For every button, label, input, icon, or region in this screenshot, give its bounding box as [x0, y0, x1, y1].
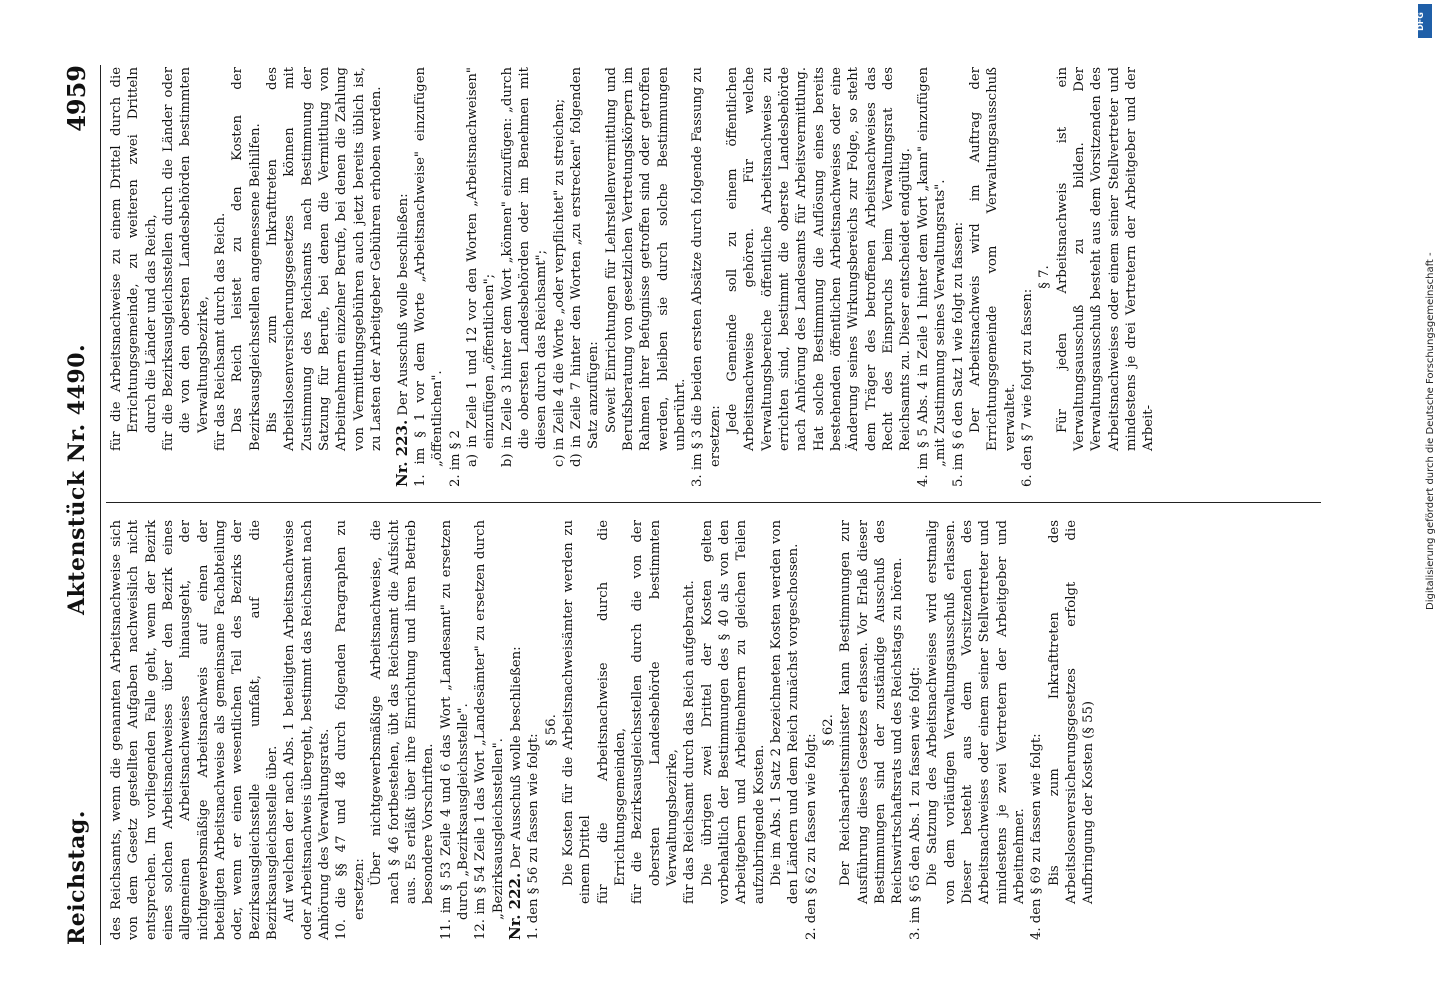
digitization-credit	[1417, 40, 1436, 610]
left-column	[108, 520, 1098, 940]
quoted-paragraph: Die im Abs. 1 Satz 2 bezeichneten Kosten werden von den Ländern und dem Reich zunächst vorgeschossen.	[769, 520, 802, 904]
numbered-item: 5. im § 6 den Satz 1 wie folgt zu fassen:	[950, 221, 966, 487]
numbered-item: 1. im § 1 vor dem Worte „Arbeitsnachweise" einzufügen „öffentlichen".	[412, 67, 446, 487]
numbered-item: 4. im § 5 Abs. 4 in Zeile 1 hinter dem Wort „kann" einzufügen „mit Zustimmung seines Verwaltungsrats".	[915, 67, 949, 487]
lettered-item: a) in Zeile 1 und 12 vor den Worten „Arbeitsnachweisen" einzufügen „öffentlichen";	[464, 67, 498, 467]
column-divider	[106, 502, 1321, 503]
numbered-item: 2. den § 62 zu fassen wie folgt:	[803, 733, 819, 940]
quoted-paragraph: Die Kosten für die Arbeitsnachweisämter werden zu einem Drittel	[560, 520, 594, 904]
quoted-item: für die Bezirksausgleichsstellen durch die von der obersten Landesbehörde bestimmten Verwaltungsbezirke,	[630, 520, 680, 904]
section-number: Nr. 223.	[392, 419, 411, 487]
quoted-paragraph: Der Arbeitsnachweis wird im Auftrag der Errichtungsgemeinde vom Verwaltungsausschuß verwaltet.	[967, 67, 1018, 451]
quoted-item: für die Bezirksausgleichsstellen durch die Länder oder die von den obersten Landesbehörden bestimmten Verwaltungsbezirke,	[161, 67, 211, 451]
header-rule	[100, 65, 101, 945]
numbered-item: 4. den § 69 zu fassen wie folgt:	[1029, 733, 1045, 940]
section-lead: Der Ausschuß wolle beschließen:	[508, 646, 524, 869]
quoted-paragraph: Die übrigen zwei Drittel der Kosten gelten vorbehaltlich der Bestimmungen des § 40 als von den Arbeitgebern und Arbeitnehmern zu gleichen Teilen aufzubringende Kosten.	[699, 520, 767, 904]
quoted-paragraph: Über nichtgewerbsmäßige Arbeitsnachweise, die nach § 46 fortbestehen, übt das Reichsamt die Aufsicht aus. Es erläßt über ihre Einrichtung und ihren Betrieb besondere Vorschriften.	[369, 520, 437, 904]
lettered-item: c) in Zeile 4 die Worte „oder verpflichtet" zu streichen;	[551, 98, 567, 467]
lettered-item: b) in Zeile 3 hinter dem Wort „können" einzufügen: „durch die obersten Landesbehörden oder im Benehmen mit diesen durch das Reichsamt";	[499, 67, 550, 467]
quoted-item: für die Arbeitsnachweise zu einem Drittel durch die Errichtungsgemeinde, zu weiteren zwei Dritteln durch die Länder und das Reich,	[109, 67, 159, 451]
numbered-item: 6. den § 7 wie folgt zu fassen:	[1019, 288, 1035, 487]
quoted-paragraph: Das Reich leistet zu den Kosten der Bezirksausgleichsstellen angemessene Beihilfen.	[230, 67, 263, 451]
section-lead: Der Ausschuß wolle beschließen:	[395, 193, 411, 416]
numbered-item: 3. im § 3 die beiden ersten Absätze durch folgende Fassung zu ersetzen:	[690, 67, 723, 487]
page-number: 4959	[62, 65, 91, 132]
quoted-paragraph: Die Satzung des Arbeitsnachweises wird erstmalig von dem vorläufigen Verwaltungsausschuß erlassen. Dieser besteht aus dem Vorsitzenden des Arbeitsnachweises oder einem seiner Stellvertreter und mindestens je zwei Vertretern der Arbeitgeber und Arbeitnehmer.	[925, 520, 1027, 904]
section-number: Nr. 222.	[505, 872, 524, 940]
paragraph-heading: § 7.	[1037, 265, 1053, 289]
paragraph-heading: § 56.	[543, 714, 559, 746]
quoted-paragraph: Bis zum Inkrafttreten des Arbeitslosenversicherungsgesetzes erfolgt die Aufbringung der Kosten (§ 55)	[1046, 520, 1097, 904]
numbered-item: 3. im § 65 den Abs. 1 zu fassen wie folgt:	[907, 666, 923, 940]
lettered-item: d) in Zeile 7 hinter den Worten „zu erstrecken" folgenden Satz anzufügen:	[568, 67, 602, 467]
page-header	[58, 65, 92, 945]
numbered-item: 2. im § 2	[447, 430, 463, 487]
quoted-paragraph: Der Reichsarbeitsminister kann Bestimmungen zur Ausführung dieses Gesetzes erlassen. Vor Erlaß dieser Bestimmungen sind der zuständige Ausschuß des Reichswirtschaftsrats und des Reichstags zu hören.	[838, 520, 906, 904]
quoted-item: für das Reichsamt durch das Reich aufgebracht.	[682, 580, 698, 904]
header-left: Reichstag.	[64, 810, 90, 945]
paragraph-heading: § 62.	[821, 714, 837, 746]
quoted-paragraph: Soweit Einrichtungen für Lehrstellenvermittlung und Berufsberatung von gesetzlichen Vertretungskörpern im Rahmen ihrer Befugnisse getroffen sind oder getroffen werden, bleiben sie durch solche Bestimmungen unberührt.	[603, 67, 688, 451]
numbered-item: 11. im § 53 Zeile 4 und 6 das Wort „Landesamt" zu ersetzen durch „Bezirksausgleichsstelle".	[438, 520, 471, 940]
paragraph: des Reichsamts, wenn die genannten Arbeitsnachweise sich von dem Gesetz gestellten Aufgaben nachweislich nicht entsprechen. Im vorliegenden Falle geht, wenn der Bezirk eines solchen Arbeitsnachweises über den Bezirk eines allgemeinen Arbeitsnachweises hinausgeht, der nichtgewerbsmäßige Arbeitsnachweis auf einen der beteiligten Arbeitsnachweise als gemeinsame Fachabteilung oder, wenn er einen wesentlichen Teil des Bezirks der Bezirksausgleichsstelle umfaßt, auf die Bezirksausgleichsstelle über.	[109, 520, 281, 940]
quoted-item: für die Arbeitsnachweise durch die Errichtungsgemeinden,	[595, 520, 628, 904]
numbered-item: 1. den § 56 zu fassen wie folgt:	[526, 733, 542, 940]
numbered-item: 12. im § 54 Zeile 1 das Wort „Landesämter" zu ersetzen durch „Bezirksausgleichsstellen".	[473, 520, 506, 940]
right-column	[108, 67, 1158, 487]
quoted-paragraph: Bis zum Inkrafttreten des Arbeitslosenversicherungsgesetzes können mit Zustimmung des Reichsamts nach Bestimmung der Satzung für Berufe, bei denen die Vermittlung von Arbeitnehmern einzelner Berufe, bei denen die Zahlung von Vermittlungsgebühren auch jetzt bereits üblich ist, zu Lasten der Arbeitgeber Gebühren erhoben werden.	[265, 67, 385, 451]
credit-text: Digitalisierung gefördert durch die Deutsche Forschungsgemeinschaft -	[1425, 252, 1436, 610]
header-title: Aktenstück Nr. 4490.	[64, 343, 90, 615]
numbered-item: 10. die §§ 47 und 48 durch folgenden Paragraphen zu ersetzen:	[334, 520, 367, 940]
quoted-paragraph: Für jeden Arbeitsnachweis ist ein Verwaltungsausschuß zu bilden. Der Verwaltungsausschuß besteht aus dem Vorsitzenden des Arbeitsnachweises oder einem seiner Stellvertreter und mindestens je drei Vertretern der Arbeitgeber und der Arbeit-	[1054, 67, 1157, 451]
quoted-item: für das Reichsamt durch das Reich.	[213, 212, 229, 451]
dfg-logo: DFG	[1418, 4, 1432, 38]
paragraph: Auf welchen der nach Abs. 1 beteiligten Arbeitsnachweise oder Arbeitsnachweis übergeht, bestimmt das Reichsamt nach Anhörung des Verwaltungsrats.	[282, 520, 333, 940]
quoted-paragraph: Jede Gemeinde soll zu einem öffentlichen Arbeitsnachweise gehören. Für welche Verwaltungsbereiche öffentliche Arbeitsnachweise zu errichten sind, bestimmt die oberste Landesbehörde nach Anhörung des Landesamts für Arbeitsvermittlung. Hat solche Bestimmung die Auflösung eines bereits bestehenden öffentlichen Arbeitsnachweises oder eine Änderung seines Wirkungsbereichs zur Folge, so steht dem Träger des betroffenen Arbeitsnachweises das Recht des Einspruchs beim Verwaltungsrat des Reichsamts zu. Dieser entscheidet endgültig.	[725, 67, 914, 451]
